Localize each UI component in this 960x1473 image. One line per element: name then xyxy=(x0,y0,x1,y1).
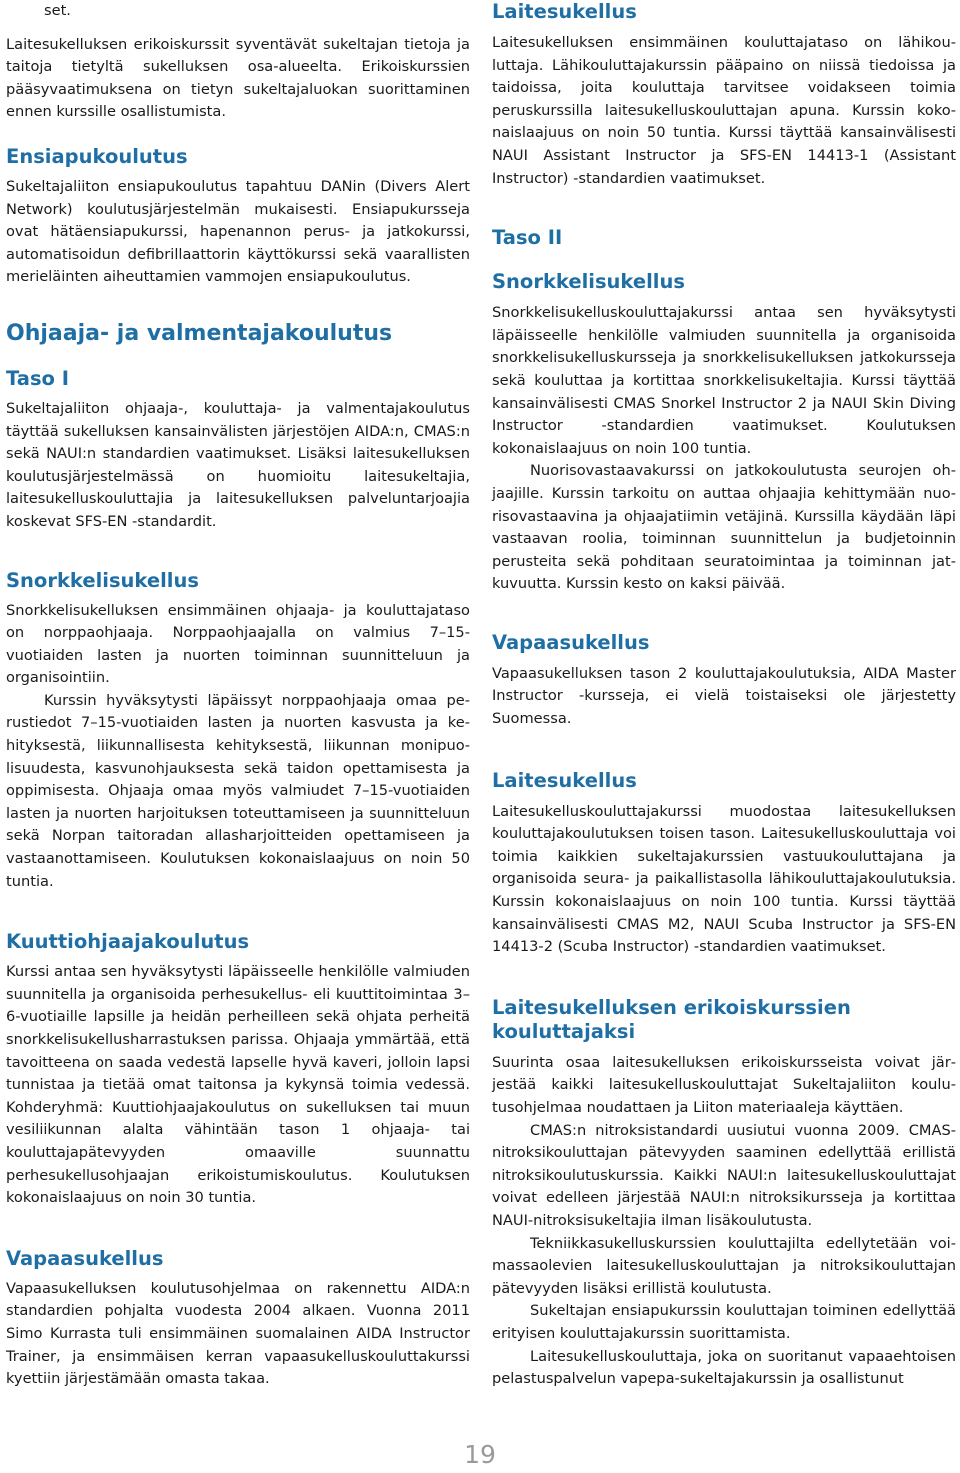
heading-vapaasukellus-right: Vapaasukellus xyxy=(492,630,650,654)
paragraph-snorkkelisukellus-left-1: Snorkkelisukelluksen ensimmäinen ohjaaja- ja kouluttajataso on norppaohjaaja. Norppaohjaajalla on valmius 7–15-vuotiaiden lasten ja nuorten toiminnan suunnitteluun ja organisointiin. xyxy=(6,601,470,687)
heading-taso-1: Taso I xyxy=(6,366,69,390)
paragraph-vapaasukellus-left: Vapaasukelluksen koulutusohjelmaa on rakennettu AIDA:n standardien pohjalta vuodesta 2004 alkaen. Vuonna 2011 Simo Kurrasta tuli ensimmäinen suomalainen AIDA Instructor Trainer, ja ensimmäisen kerran vapaasukelluskouluttakurssi kyettiin järjestämään omasta takaa. xyxy=(6,1279,470,1388)
paragraph-erikoiskurssit: Laitesukelluksen erikoiskurssit syventävät sukeltajan tietoja ja taitoja tietyltä sukelluksen osa-alueelta. Erikoiskurssien pääsyvaatimuksena on tietyn sukeltajaluokan suorittaminen ennen kurssille osallistumista. xyxy=(6,35,470,121)
heading-taso-2: Taso II xyxy=(492,226,563,250)
heading-ensiapukoulutus: Ensiapukoulutus xyxy=(6,144,188,168)
heading-snorkkelisukellus-right: Snorkkelisukellus xyxy=(492,270,685,294)
paragraph-taso-1: Sukeltajaliiton ohjaaja-, kouluttaja- ja valmentajakoulutus täyttää sukelluksen kansainvälisten järjestöjen AIDA:n, CMAS:n sekä NAUI:n standardien vaatimukset. Lisäksi laitesukelluksen koulutusjärjestelmässä on huomioitu laitesukeltajia, laitesukelluskouluttajia ja laitesukelluksen palveluntarjoajia koskevat SFS-EN -standardit. xyxy=(6,399,470,530)
heading-snorkkelisukellus-left: Snorkkelisukellus xyxy=(6,568,199,592)
paragraph-erikoiskurssien-kouluttajaksi-4: Sukeltajan ensiapukurssin kouluttajan toiminen edellyttää erityisen kouluttajakurssin suorittamista. xyxy=(492,1302,956,1342)
paragraph-ensiapukoulutus: Sukeltajaliiton ensiapukoulutus tapahtuu DANin (Divers Alert Network) koulutusjärjestelmän mukaisesti. Ensiapukursseja ovat hätäensiapukurssi, hapenannon perus- ja jatkokurssi, automatisoidun defibrillaattorin käyttökurssi sekä vaarallisten merieläinten aiheuttamien vammojen ensiapukoulutus. xyxy=(6,177,470,286)
heading-laitesukellus-2: Laitesukellus xyxy=(492,768,637,792)
paragraph-erikoiskurssien-kouluttajaksi-2: CMAS:n nitroksistandardi uusiutui vuonna 2009. CMAS-nitroksikouluttajan pätevyyden saaminen edellyttää erillistä nitroksikoulutuskurssia. Kaikki NAUI:n laitesukelluskouluttajat voivat edelleen järjestää NAUI:n nitroksikursseja ja kortittaa NAUI-nitroksisukeltajia ilman lisäkoulutusta. xyxy=(492,1121,956,1229)
paragraph-laitesukellus-1: Laitesukelluksen ensimmäinen kouluttajataso on lähikouluttaja. Lähikouluttajakurssin pääpaino on niissä tiedoissa ja taidoissa, joita kouluttaja tarvitsee voidakseen toimia peruskurssilla laitesukelluskouluttajan apuna. Kurssin kokonaislaajuus on noin 50 tuntia. Kurssi täyttää kansainvälisesti NAUI Assistant Instructor ja SFS-EN 14413-1 (Assistant Instructor) -standardien vaatimukset. xyxy=(492,34,956,187)
heading-kuuttiohjaajakoulutus: Kuuttiohjaajakoulutus xyxy=(6,930,250,954)
heading-erikoiskurssien-kouluttajaksi: Laitesukelluksen erikoiskurssien kouluttajaksi xyxy=(492,995,851,1043)
paragraph-snorkkelisukellus-left-2: Kurssin hyväksytysti läpäissyt norppaohjaaja omaa perustiedot 7–15-vuotiaiden lasten ja nuorten kasvusta ja kehityksestä, liikunnallisesta kehityksestä, liikunnan monipuolisuudesta, kasvunohjauksesta sekä taidon opettamisesta ja oppimisesta. Ohjaaja omaa myös valmiudet 7–15-vuotiaiden lasten ja nuorten harjoituksen toteuttamiseen ja suunnitteluun sekä Norpan taitoradan allasharjoitteiden opettamiseen ja vastaanottamiseen. Koulutuksen kokonaislaajuus on noin 50 tuntia. xyxy=(6,691,470,890)
paragraph-snorkkelisukellus-right-1: Snorkkelisukelluskouluttajakurssi antaa sen hyväksytysti läpäisseelle henkilölle valmiuden suunnitella ja organisoida snorkkelisukelluskursseja ja snorkkelisukelluksen jatkokursseja sekä kouluttaa ja kortittaa snorkkelisukeltajia. Kurssi täyttää kansainvälisesti CMAS Snorkel Instructor 2 ja NAUI Skin Diving Instructor -standardien vaatimukset. Koulutuksen kokonaislaajuus on noin 100 tuntia. xyxy=(492,304,956,457)
paragraph-vapaasukellus-right: Vapaasukelluksen tason 2 kouluttajakoulutuksia, AIDA Master Instructor -kursseja, ei vielä toistaiseksi ole järjestetty Suomessa. xyxy=(492,664,956,728)
paragraph-erikoiskurssien-kouluttajaksi-5: Laitesukelluskouluttaja, joka on suoritanut vapaaehtoisen pelastuspalvelun vapepa-sukeltajakurssin ja osallistunut xyxy=(492,1347,956,1388)
paragraph-set: set. xyxy=(44,2,71,19)
paragraph-erikoiskurssien-kouluttajaksi-1: Suurinta osaa laitesukelluksen erikoiskursseista voivat järjestää kaikki laitesukelluskouluttajat Sukeltajaliiton koulutusohjelmaa noudattaen ja Liiton materiaaleja käyttäen. xyxy=(492,1053,956,1116)
paragraph-snorkkelisukellus-right-2: Nuorisovastaavakurssi on jatkokoulutusta seurojen ohjaajille. Kurssin tarkoitu on auttaa ohjaajia kehittymään nuorisovastaavina ja ohjaajatiimin vetäjinä. Kurssilla käydään läpi vastaavan roolia, toiminnan suunnittelun ja budjetoinnin perusteita sekä pohditaan seuratoimintaa ja toiminnan jatkuvuutta. Kurssin kesto on kaksi päivää. xyxy=(492,462,956,593)
left-column xyxy=(6,0,470,1391)
paragraph-kuuttiohjaajakoulutus: Kurssi antaa sen hyväksytysti läpäisseelle henkilölle valmiuden suunnitella ja organisoida perhesukellus- eli kuuttitoimintaa 3–6-vuotiaille lapsille ja heidän perheilleen sekä ohjata perheitä snorkkelisukellusharrastuksen parissa. Ohjaaja ymmärtää, että tavoitteena on saada vedestä lapselle hyvä kaveri, jolloin lapsi tunnistaa ja tietää omat taitonsa ja kykynsä toimia vedessä. Kohderyhmä: Kuuttiohjaajakoulutus on sukelluksen tai muun vesiliikunnan alalta vähintään tason 1 ohjaaja- tai kouluttajapätevyyden omaaville suunnattu perhesukellusohjaajan erikoistumiskoulutus. Koulutuksen kokonaislaajuus on noin 30 tuntia. xyxy=(6,963,470,1207)
paragraph-erikoiskurssien-kouluttajaksi-3: Tekniikkasukelluskurssien kouluttajilta edellytetään voimassaolevien laitesukelluskouluttajan ja nitroksikouluttajan pätevyyden lisäksi erillistä koulutusta. xyxy=(492,1234,956,1297)
heading-laitesukellus-1: Laitesukellus xyxy=(492,0,637,23)
page-number: 19 xyxy=(464,1440,496,1469)
heading-vapaasukellus-left: Vapaasukellus xyxy=(6,1246,164,1270)
heading-ohjaaja-valmentajakoulutus: Ohjaaja- ja valmentajakoulutus xyxy=(6,320,393,346)
right-column xyxy=(492,0,956,1391)
paragraph-laitesukellus-2: Laitesukelluskouluttajakurssi muodostaa laitesukelluksen kouluttajakoulutuksen toisen tason. Laitesukelluskouluttaja voi toimia kaikkien sukeltajakurssien vastuukouluttajana ja organisoida seura- ja paikallistasolla lähikouluttajakoulutuksia. Kurssin kokonaislaajuus on noin 100 tuntia. Kurssi täyttää kansainvälisesti CMAS M2, NAUI Scuba Instructor ja SFS-EN 14413-2 (Scuba Instructor) -standardien vaatimukset. xyxy=(492,802,956,956)
